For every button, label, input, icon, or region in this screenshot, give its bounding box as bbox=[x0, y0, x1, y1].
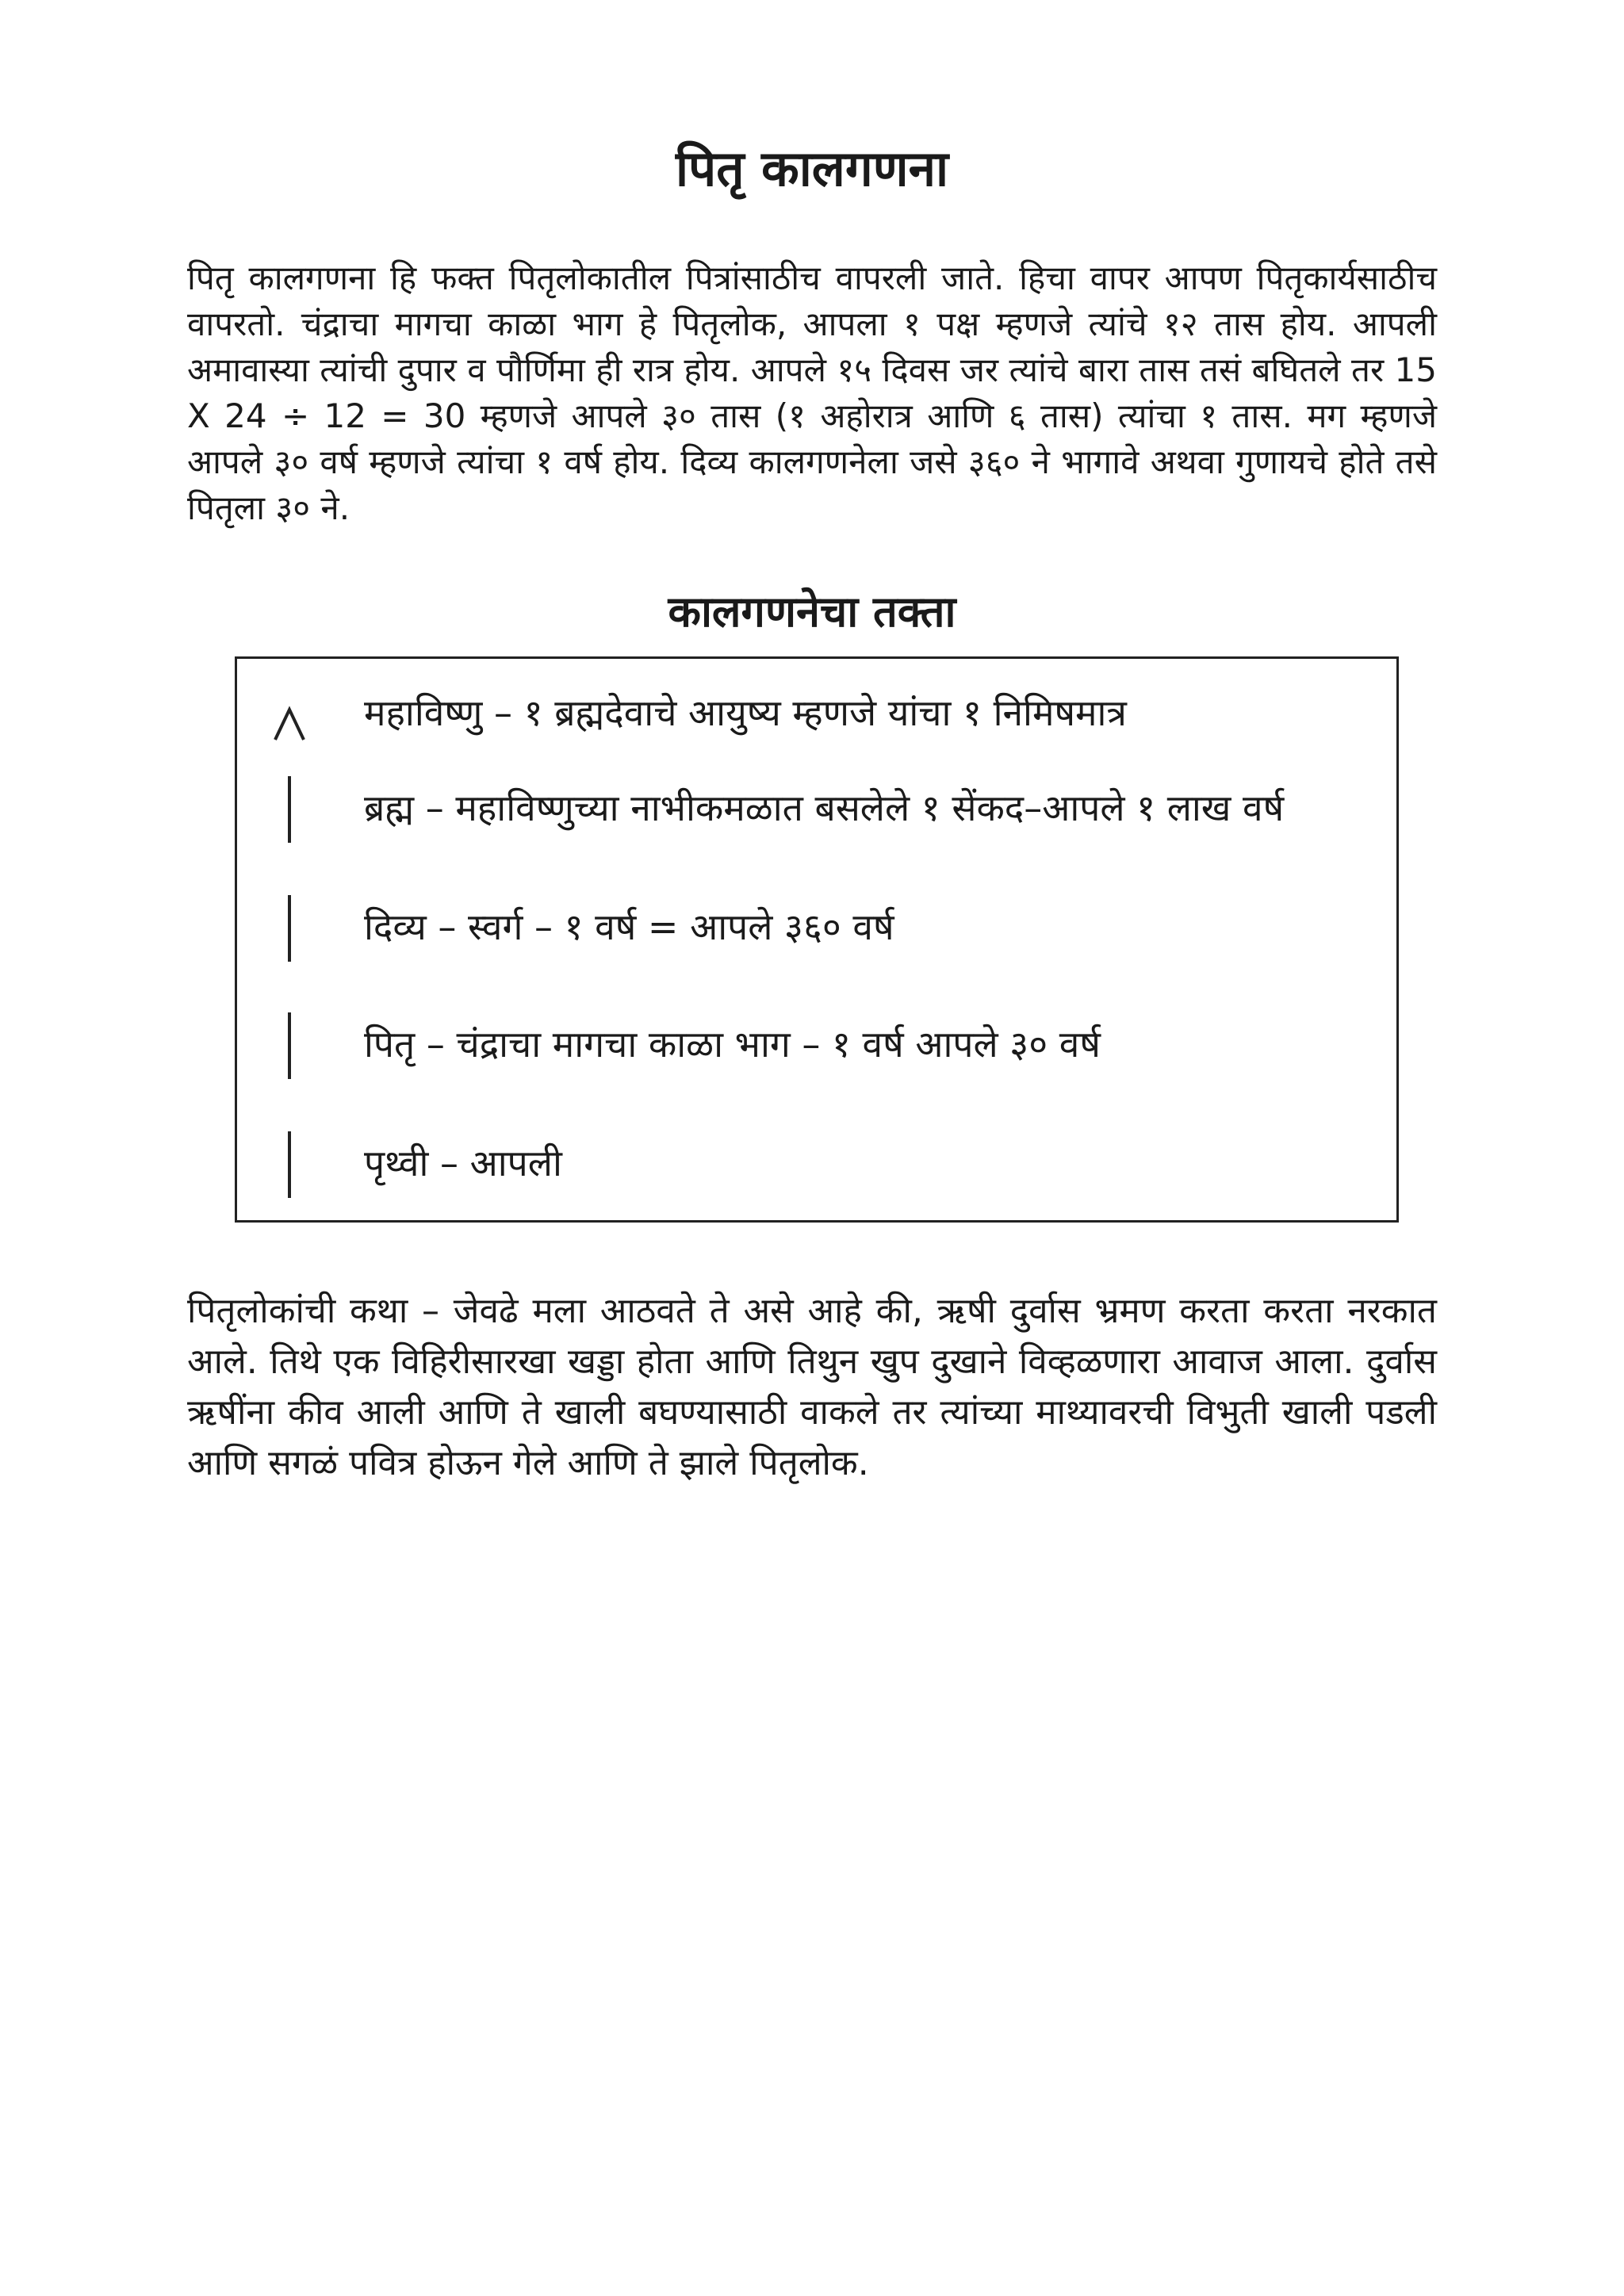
table-row-prithvi bbox=[237, 1125, 1396, 1204]
table-row-text: महाविष्णु – १ ब्रह्मदेवाचे आयुष्य म्हणजे यांचा १ निमिषमात्र bbox=[364, 691, 1127, 734]
table-row-text: पृथ्वी – आपली bbox=[364, 1142, 562, 1184]
time-scale-table bbox=[235, 656, 1399, 1223]
page-title: पितृ कालगणना bbox=[675, 140, 949, 197]
table-row-mahavishnu bbox=[237, 675, 1396, 754]
table-row-divya bbox=[237, 889, 1396, 968]
story-paragraph: पितृलोकांची कथा – जेवढे मला आठवते ते असे आहे की, ऋषी दुर्वास भ्रमण करता करता नरकात आले. तिथे एक विहिरीसारखा खड्डा होता आणि तिथुन खुप दुखाने विव्हळणारा आवाज आला. दुर्वास ऋषींना कीव आली आणि ते खाली बघण्यासाठी वाकले तर त्यांच्या माथ्यावरची विभुती खाली पडली आणि सगळं पवित्र होऊन गेले आणि ते झाले पितृलोक. bbox=[187, 1291, 1437, 1483]
vertical-line-icon bbox=[274, 889, 305, 968]
intro-paragraph: पितृ कालगणना हि फक्त पितृलोकातील पित्रांसाठीच वापरली जाते. हिचा वापर आपण पितृकार्यसाठीच वापरतो. चंद्राचा मागचा काळा भाग हे पितृलोक, आपला १ पक्ष म्हणजे त्यांचे १२ तास होय. आपली अमावास्या त्यांची दुपार व पौर्णिमा ही रात्र होय. आपले १५ दिवस जर त्यांचे बारा तास तसं बघितले तर 15 X 24 ÷ 12 = 30 म्हणजे आपले ३० तास (१ अहोरात्र आणि ६ तास) त्यांचा १ तास. मग म्हणजे आपले ३० वर्ष म्हणजे त्यांचा १ वर्ष होय. दिव्य कालगणनेला जसे ३६० ने भागावे अथवा गुणायचे होते तसे पितृला ३० ने. bbox=[187, 258, 1437, 527]
table-row-text: दिव्य – स्वर्ग – १ वर्ष = आपले ३६० वर्ष bbox=[364, 905, 894, 948]
table-row-brahma bbox=[237, 770, 1396, 849]
vertical-line-icon bbox=[274, 770, 305, 849]
table-row-pitru bbox=[237, 1006, 1396, 1085]
table-row-text: ब्रह्म – महाविष्णुच्या नाभीकमळात बसलेले १ सेंकद–आपले १ लाख वर्ष bbox=[364, 786, 1285, 829]
table-row-text: पितृ – चंद्राचा मागचा काळा भाग – १ वर्ष आपले ३० वर्ष bbox=[364, 1023, 1101, 1066]
arrow-up-icon bbox=[274, 675, 305, 754]
table-title: कालगणनेचा तक्ता bbox=[668, 587, 956, 637]
vertical-line-icon bbox=[274, 1006, 305, 1085]
vertical-line-icon bbox=[274, 1125, 305, 1204]
